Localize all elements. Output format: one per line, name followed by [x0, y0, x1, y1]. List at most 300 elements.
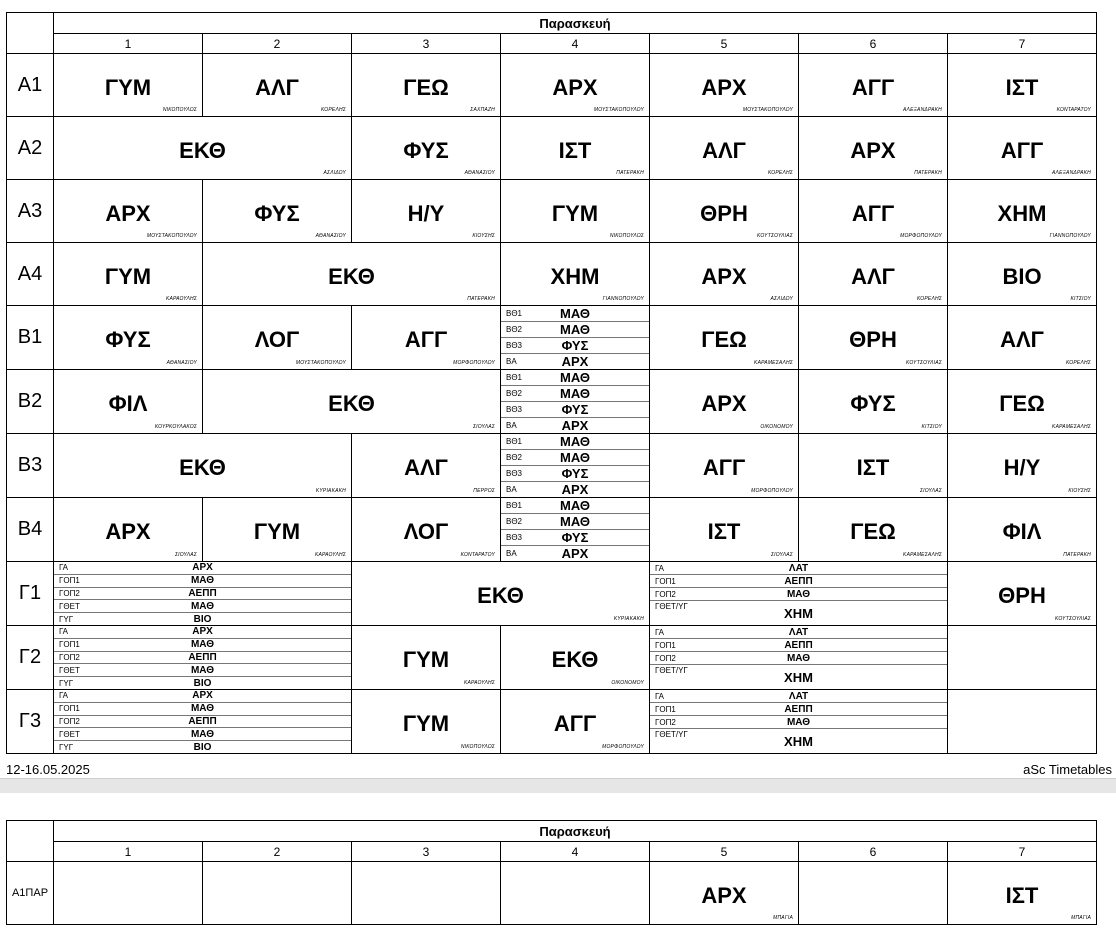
teacher: ΚΑΡΑΜΕΣΑΛΗΣ	[1052, 424, 1091, 430]
group-subject: ΑΡΧ	[561, 354, 589, 369]
class-row	[7, 306, 1097, 370]
teacher: ΚΟΥΤΣΟΥΛΙΑΣ	[757, 233, 793, 239]
group-subject: ΜΑΘ	[190, 664, 215, 676]
group-row	[501, 434, 649, 450]
group-code: ΒΘ2	[506, 517, 523, 526]
class-label: B4	[7, 498, 54, 562]
group-code: ΒΑ	[506, 485, 517, 494]
lesson-cell	[799, 306, 948, 370]
group-subject: ΑΡΧ	[192, 626, 213, 638]
subject: ΓΥΜ	[104, 264, 152, 289]
group-split-cell	[54, 562, 352, 626]
lesson-cell	[799, 434, 948, 498]
group-split-cell	[54, 626, 352, 690]
group-row	[54, 716, 351, 729]
group-code: ΓΘΕΤ	[59, 729, 80, 739]
teacher: ΚΥΡΙΑΚΑΚΗ	[613, 616, 644, 622]
group-row	[54, 600, 351, 613]
subject: ΛΟΓ	[403, 519, 449, 544]
subject: ΦΙΛ	[1002, 519, 1042, 544]
page-separator	[0, 778, 1116, 793]
subject: ΦΥΣ	[403, 138, 449, 163]
teacher: ΚΟΥΤΣΟΥΛΙΑΣ	[1055, 616, 1091, 622]
group-row	[501, 498, 649, 514]
teacher: ΜΟΥΣΤΑΚΟΠΟΥΛΟΥ	[742, 107, 793, 113]
group-subject: ΜΑΘ	[560, 450, 590, 465]
group-row	[54, 588, 351, 601]
group-row	[501, 354, 649, 369]
lesson-cell	[948, 434, 1097, 498]
lesson-cell	[54, 306, 203, 370]
group-row	[501, 370, 649, 386]
period-header: 6	[799, 842, 948, 862]
teacher: ΑΛΕΞΑΝΔΡΑΚΗ	[1052, 170, 1091, 176]
group-code: ΓΥΓ	[59, 678, 74, 688]
subject: ΑΡΧ	[105, 519, 151, 544]
teacher: ΚΑΡΑΜΕΣΑΛΗΣ	[754, 360, 793, 366]
teacher: ΜΟΡΦΟΠΟΥΛΟΥ	[453, 360, 495, 366]
lesson-cell	[650, 117, 799, 180]
subject: ΑΛΓ	[851, 264, 895, 289]
subject: ΙΣΤ	[1005, 75, 1039, 100]
class-label: B2	[7, 370, 54, 434]
group-code: ΒΘ3	[506, 405, 523, 414]
subject: ΦΥΣ	[254, 201, 300, 226]
group-subject: ΦΥΣ	[561, 338, 589, 353]
group-code: ΒΘ3	[506, 533, 523, 542]
group-subject: ΑΕΠΠ	[784, 703, 813, 715]
lesson-cell	[54, 54, 203, 117]
group-code: ΓΟΠ1	[655, 576, 676, 586]
lesson-cell	[650, 370, 799, 434]
group-code: ΓΘΕΤ	[59, 601, 80, 611]
group-code: ΓΟΠ2	[655, 589, 676, 599]
class-label: A4	[7, 243, 54, 306]
group-subject: ΜΑΘ	[190, 575, 215, 587]
period-header: 1	[54, 842, 203, 862]
period-header: 7	[948, 34, 1097, 54]
teacher: ΝΙΚΟΠΟΥΛΟΣ	[460, 744, 495, 750]
group-split-cell	[650, 626, 948, 690]
group-subject: ΑΕΠΠ	[784, 575, 813, 587]
teacher: ΠΑΤΕΡΑΚΗ	[1063, 552, 1091, 558]
group-code: ΓΑ	[59, 627, 69, 637]
group-split-cell	[501, 498, 650, 562]
teacher: ΚΟΡΕΛΗΣ	[917, 296, 942, 302]
group-subject: ΒΙΟ	[193, 613, 212, 625]
subject: ΦΙΛ	[108, 391, 148, 416]
group-subject: ΑΡΧ	[192, 690, 213, 702]
group-subject: ΑΡΧ	[561, 546, 589, 561]
teacher: ΚΟΝΤΑΡΑΤΟΥ	[1056, 107, 1091, 113]
period-header: 5	[650, 34, 799, 54]
teacher: ΚΑΡΑΟΥΛΗΣ	[314, 552, 346, 558]
group-row	[650, 716, 947, 729]
empty-cell	[203, 862, 352, 925]
group-code: ΒΑ	[506, 357, 517, 366]
lesson-cell	[54, 180, 203, 243]
group-code: ΒΘ1	[506, 501, 523, 510]
corner-cell	[7, 821, 54, 862]
teacher: ΣΑΧΠΑΖΗ	[470, 107, 495, 113]
group-row	[501, 386, 649, 402]
teacher: ΑΛΕΞΑΝΔΡΑΚΗ	[903, 107, 942, 113]
group-row	[54, 741, 351, 753]
class-label: B1	[7, 306, 54, 370]
group-subject: ΑΕΠΠ	[188, 651, 217, 663]
lesson-cell	[501, 243, 650, 306]
class-label: Γ2	[7, 626, 54, 690]
teacher: ΚΟΥΤΣΟΥΛΙΑΣ	[906, 360, 942, 366]
subject: ΛΟΓ	[254, 327, 300, 352]
group-subject: ΑΕΠΠ	[188, 715, 217, 727]
teacher: ΠΑΤΕΡΑΚΗ	[467, 296, 495, 302]
lesson-cell	[799, 370, 948, 434]
group-subject: ΜΑΘ	[560, 498, 590, 513]
period-header: 5	[650, 842, 799, 862]
group-code: ΒΘ2	[506, 389, 523, 398]
group-code: ΒΘ2	[506, 325, 523, 334]
teacher: ΚΙΟΥΣΗΣ	[472, 233, 495, 239]
period-header: 2	[203, 842, 352, 862]
lesson-cell	[650, 498, 799, 562]
group-subject: ΒΙΟ	[193, 741, 212, 753]
timetable-secondary	[6, 820, 1097, 925]
corner-cell	[7, 13, 54, 54]
teacher: ΓΙΑΝΝΟΠΟΥΛΟΥ	[1049, 233, 1091, 239]
subject: ΘΡΗ	[998, 583, 1046, 608]
teacher: ΓΙΑΝΝΟΠΟΥΛΟΥ	[602, 296, 644, 302]
lesson-cell	[501, 690, 650, 754]
group-split-cell	[501, 306, 650, 370]
class-label: Γ1	[7, 562, 54, 626]
group-row	[650, 652, 947, 665]
lesson-cell	[650, 243, 799, 306]
timetable-main	[6, 12, 1097, 754]
class-label: A3	[7, 180, 54, 243]
subject: ΑΓΓ	[404, 327, 448, 352]
lesson-cell	[352, 626, 501, 690]
teacher: ΜΟΥΣΤΑΚΟΠΟΥΛΟΥ	[295, 360, 346, 366]
group-code: ΓΑ	[59, 691, 69, 701]
group-row	[54, 690, 351, 703]
class-row	[7, 180, 1097, 243]
class-row	[7, 862, 1097, 925]
group-code: ΒΑ	[506, 421, 517, 430]
group-code: ΓΟΠ1	[655, 640, 676, 650]
subject: ΓΕΩ	[701, 327, 747, 352]
lesson-cell	[650, 306, 799, 370]
group-subject: ΑΡΧ	[561, 418, 589, 433]
teacher: ΚΥΡΙΑΚΑΚΗ	[315, 488, 346, 494]
lesson-cell	[948, 562, 1097, 626]
group-row	[501, 514, 649, 530]
teacher: ΜΟΥΣΤΑΚΟΠΟΥΛΟΥ	[146, 233, 197, 239]
teacher: ΣΙΟΥΛΑΣ	[770, 552, 793, 558]
teacher: ΚΟΡΕΛΗΣ	[768, 170, 793, 176]
period-header: 2	[203, 34, 352, 54]
group-code: ΓΑ	[655, 563, 665, 573]
lesson-cell	[948, 498, 1097, 562]
group-row	[54, 626, 351, 639]
subject: Η/Υ	[407, 201, 445, 226]
group-row	[54, 703, 351, 716]
teacher: ΜΟΡΦΟΠΟΥΛΟΥ	[602, 744, 644, 750]
teacher: ΝΙΚΟΠΟΥΛΟΣ	[162, 107, 197, 113]
group-row	[501, 338, 649, 354]
subject: ΦΥΣ	[850, 391, 896, 416]
group-code: ΓΘΕΤ/ΥΓ	[655, 666, 688, 675]
group-row	[54, 562, 351, 575]
lesson-cell	[54, 117, 352, 180]
teacher: ΑΘΑΝΑΣΙΟΥ	[166, 360, 197, 366]
teacher: ΚΙΤΣΙΟΥ	[921, 424, 942, 430]
class-row	[7, 690, 1097, 754]
subject: ΑΛΓ	[1000, 327, 1044, 352]
subject: ΓΕΩ	[999, 391, 1045, 416]
lesson-cell	[352, 180, 501, 243]
group-row	[650, 626, 947, 639]
group-row	[501, 450, 649, 466]
lesson-cell	[799, 54, 948, 117]
group-subject: ΧΗΜ	[784, 605, 813, 621]
group-code: ΓΟΠ1	[59, 576, 80, 586]
group-row	[501, 530, 649, 546]
empty-cell	[501, 862, 650, 925]
subject: ΑΓΓ	[851, 201, 895, 226]
subject: ΑΓΓ	[702, 455, 746, 480]
lesson-cell	[203, 306, 352, 370]
subject: ΕΚΘ	[551, 647, 599, 672]
group-subject: ΜΑΘ	[560, 386, 590, 401]
group-code: ΒΘ1	[506, 373, 523, 382]
group-row	[54, 575, 351, 588]
group-row	[54, 677, 351, 689]
lesson-cell	[203, 243, 501, 306]
group-subject: ΜΑΘ	[190, 703, 215, 715]
group-code: ΒΘ3	[506, 469, 523, 478]
subject: ΑΡΧ	[850, 138, 896, 163]
group-subject: ΛΑΤ	[788, 690, 809, 702]
group-split-cell	[501, 434, 650, 498]
lesson-cell	[203, 370, 501, 434]
group-subject: ΜΑΘ	[786, 716, 811, 728]
lesson-cell	[799, 243, 948, 306]
teacher: ΚΟΥΡΚΟΥΛΑΚΟΣ	[154, 424, 197, 430]
subject: ΧΗΜ	[550, 264, 600, 289]
lesson-cell	[948, 117, 1097, 180]
teacher: ΜΠΑΓΙΑ	[773, 915, 793, 921]
lesson-cell	[352, 117, 501, 180]
empty-cell	[948, 626, 1097, 690]
group-code: ΓΘΕΤ/ΥΓ	[655, 602, 688, 611]
subject: ΑΡΧ	[701, 75, 747, 100]
lesson-cell	[203, 54, 352, 117]
subject: ΑΡΧ	[701, 883, 747, 908]
group-subject: ΛΑΤ	[788, 562, 809, 574]
period-header: 4	[501, 34, 650, 54]
group-code: ΒΘ3	[506, 341, 523, 350]
group-subject: ΧΗΜ	[784, 669, 813, 685]
subject: ΑΡΧ	[701, 264, 747, 289]
group-row	[501, 306, 649, 322]
class-row	[7, 54, 1097, 117]
lesson-cell	[799, 498, 948, 562]
group-subject: ΧΗΜ	[784, 733, 813, 749]
group-row	[650, 601, 947, 625]
period-header: 1	[54, 34, 203, 54]
lesson-cell	[203, 498, 352, 562]
group-code: ΒΑ	[506, 549, 517, 558]
class-row	[7, 243, 1097, 306]
teacher: ΣΙΟΥΛΑΣ	[472, 424, 495, 430]
subject: Η/Υ	[1003, 455, 1041, 480]
group-subject: ΜΑΘ	[190, 728, 215, 740]
teacher: ΑΣΛΙΔΟΥ	[770, 296, 793, 302]
group-code: ΓΟΠ2	[59, 652, 80, 662]
subject: ΓΥΜ	[253, 519, 301, 544]
lesson-cell	[948, 370, 1097, 434]
subject: ΙΣΤ	[558, 138, 592, 163]
lesson-cell	[650, 862, 799, 925]
subject: ΓΕΩ	[850, 519, 896, 544]
teacher: ΣΙΟΥΛΑΣ	[174, 552, 197, 558]
subject: ΓΕΩ	[403, 75, 449, 100]
group-row	[501, 466, 649, 482]
teacher: ΚΑΡΑΜΕΣΑΛΗΣ	[903, 552, 942, 558]
lesson-cell	[948, 54, 1097, 117]
group-row	[54, 639, 351, 652]
subject: ΑΓΓ	[553, 711, 597, 736]
class-label: A2	[7, 117, 54, 180]
lesson-cell	[501, 54, 650, 117]
subject: ΕΚΘ	[328, 264, 375, 289]
teacher: ΜΟΡΦΟΠΟΥΛΟΥ	[900, 233, 942, 239]
lesson-cell	[352, 690, 501, 754]
group-subject: ΑΡΧ	[561, 482, 589, 497]
group-row	[54, 664, 351, 677]
lesson-cell	[352, 306, 501, 370]
lesson-cell	[54, 498, 203, 562]
subject: ΓΥΜ	[402, 711, 450, 736]
brand-label: aSc Timetables	[1023, 762, 1112, 777]
teacher: ΑΣΛΙΔΟΥ	[323, 170, 346, 176]
group-split-cell	[54, 690, 352, 754]
period-header: 4	[501, 842, 650, 862]
lesson-cell	[54, 370, 203, 434]
group-split-cell	[650, 562, 948, 626]
subject: ΓΥΜ	[551, 201, 599, 226]
group-subject: ΜΑΘ	[190, 600, 215, 612]
empty-cell	[352, 862, 501, 925]
lesson-cell	[501, 626, 650, 690]
lesson-cell	[54, 434, 352, 498]
group-row	[501, 546, 649, 561]
lesson-cell	[501, 117, 650, 180]
empty-cell	[948, 690, 1097, 754]
group-row	[650, 639, 947, 652]
day-header: Παρασκευή	[54, 821, 1097, 842]
class-row	[7, 626, 1097, 690]
group-code: ΓΟΠ2	[655, 653, 676, 663]
subject: ΘΡΗ	[700, 201, 748, 226]
teacher: ΚΟΝΤΑΡΑΤΟΥ	[460, 552, 495, 558]
group-row	[650, 562, 947, 575]
teacher: ΟΙΚΟΝΟΜΟΥ	[611, 680, 644, 686]
teacher: ΜΟΥΣΤΑΚΟΠΟΥΛΟΥ	[593, 107, 644, 113]
subject: ΑΓΓ	[1000, 138, 1044, 163]
lesson-cell	[54, 243, 203, 306]
subject: ΧΗΜ	[997, 201, 1047, 226]
teacher: ΚΟΡΕΛΗΣ	[1066, 360, 1091, 366]
class-row	[7, 370, 1097, 434]
subject: ΑΛΓ	[404, 455, 448, 480]
group-subject: ΜΑΘ	[560, 434, 590, 449]
group-row	[650, 588, 947, 601]
subject: ΕΚΘ	[328, 391, 375, 416]
lesson-cell	[948, 306, 1097, 370]
group-subject: ΜΑΘ	[560, 514, 590, 529]
group-code: ΓΑ	[655, 691, 665, 701]
period-header: 3	[352, 34, 501, 54]
teacher: ΠΑΤΕΡΑΚΗ	[914, 170, 942, 176]
subject: ΙΣΤ	[1005, 883, 1039, 908]
group-split-cell	[650, 690, 948, 754]
teacher: ΚΑΡΑΟΥΛΗΣ	[463, 680, 495, 686]
empty-cell	[54, 862, 203, 925]
group-row	[501, 482, 649, 497]
group-row	[501, 402, 649, 418]
lesson-cell	[352, 54, 501, 117]
lesson-cell	[650, 180, 799, 243]
group-split-cell	[501, 370, 650, 434]
teacher: ΜΠΑΓΙΑ	[1071, 915, 1091, 921]
teacher: ΑΘΑΝΑΣΙΟΥ	[464, 170, 495, 176]
teacher: ΣΙΟΥΛΑΣ	[919, 488, 942, 494]
group-row	[650, 690, 947, 703]
lesson-cell	[799, 180, 948, 243]
subject: ΑΓΓ	[851, 75, 895, 100]
group-subject: ΜΑΘ	[190, 639, 215, 651]
lesson-cell	[650, 54, 799, 117]
group-row	[501, 418, 649, 433]
group-row	[501, 322, 649, 338]
class-row	[7, 562, 1097, 626]
group-subject: ΛΑΤ	[788, 626, 809, 638]
teacher: ΚΟΡΕΛΗΣ	[321, 107, 346, 113]
group-row	[650, 575, 947, 588]
subject: ΓΥΜ	[402, 647, 450, 672]
class-row	[7, 498, 1097, 562]
lesson-cell	[650, 434, 799, 498]
teacher: ΚΙΟΥΣΗΣ	[1068, 488, 1091, 494]
group-row	[650, 665, 947, 689]
class-label: A1	[7, 54, 54, 117]
group-subject: ΜΑΘ	[560, 322, 590, 337]
subject: ΙΣΤ	[856, 455, 890, 480]
class-label: B3	[7, 434, 54, 498]
subject: ΕΚΘ	[477, 583, 524, 608]
lesson-cell	[352, 498, 501, 562]
day-header: Παρασκευή	[54, 13, 1097, 34]
group-row	[650, 729, 947, 753]
group-subject: ΜΑΘ	[786, 652, 811, 664]
group-code: ΓΟΠ2	[655, 717, 676, 727]
group-code: ΓΥΓ	[59, 742, 74, 752]
lesson-cell	[203, 180, 352, 243]
group-code: ΓΑ	[655, 627, 665, 637]
group-subject: ΜΑΘ	[560, 370, 590, 385]
